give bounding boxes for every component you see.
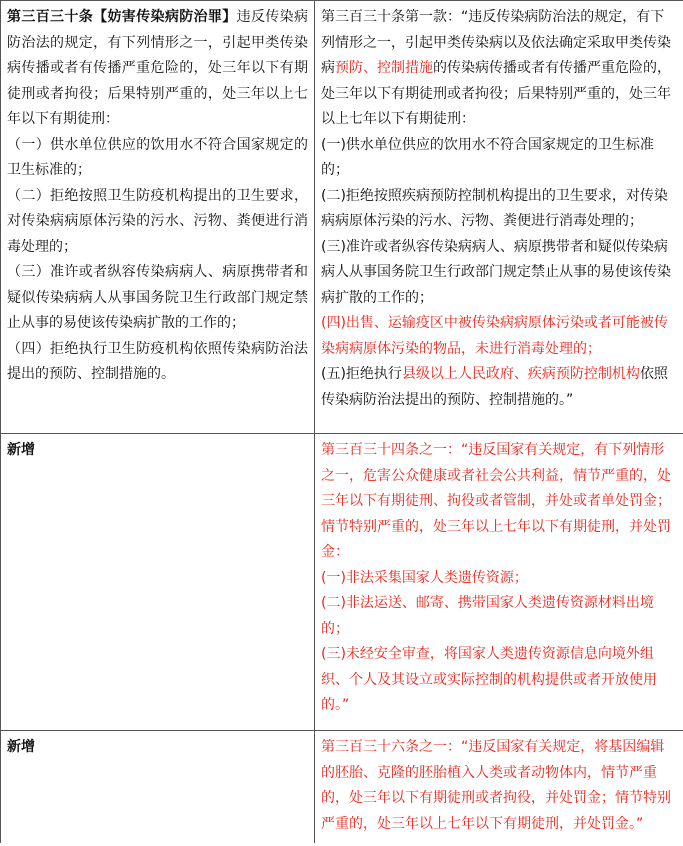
original-item: （一）供水单位供应的饮用水不符合国家规定的卫生标准的； bbox=[7, 136, 308, 178]
amendment-item-cont: 依照传染病防治法提出的预防、控制措施的。” bbox=[321, 366, 668, 408]
article-intro: 违反传染病防治法的规定，有下列情形之一，引起甲类传染病传播或者有传播严重危险的，处三年以下有期徒刑或者拘役；后果特别严重的，处三年以上七年以下有期徒刑： bbox=[7, 9, 309, 127]
original-text-cell bbox=[1, 434, 315, 731]
amendment-new-item: (四)出售、运输疫区中被传染病病原体污染或者可能被传染病病原体污染的物品，未进行消毒处理的； bbox=[321, 315, 668, 357]
amendment-intro-cont: 的传染病传播或者有传播严重危险的，处三年以下有期徒刑或者拘役；后果特别严重的，处三年以上七年以下有期徒刑： bbox=[321, 60, 671, 127]
amendment-intro: 第三百三十条第一款：“违反传染病防治法的规定，有下列情形之一，引起甲类传染病以及依法确定采取甲类传染病 bbox=[321, 9, 671, 76]
amendment-highlight: 县级以上人民政府、疾病预防控制机构 bbox=[401, 366, 640, 382]
amendment-item: (三)准许或者纵容传染病病人、病原携带者和疑似传染病病人从事国务院卫生行政部门规定禁止从事的易使该传染病扩散的工作的； bbox=[321, 238, 671, 306]
amendment-item: (五)拒绝执行 bbox=[321, 366, 402, 382]
article-number: 第三百三十条 bbox=[7, 9, 94, 25]
amendment-new-item: (二)非法运送、邮寄、携带国家人类遗传资源材料出境的； bbox=[321, 595, 654, 637]
original-text-cell bbox=[1, 731, 315, 844]
amendment-item: (二)拒绝按照 bbox=[321, 187, 402, 204]
new-label: 新增 bbox=[7, 442, 35, 458]
original-item: （二）拒绝按照卫生防疫机构提出的卫生要求，对传染病病原体污染的污水、污物、粪便进行消毒处理的； bbox=[7, 187, 308, 255]
amendment-item: (一)供水单位供应的饮用水不符合国家规定的卫生标准的； bbox=[321, 136, 654, 178]
original-item: （四）拒绝执行卫生防疫机构依照传染病防治法提出的预防、控制措施的。 bbox=[7, 340, 308, 382]
new-label: 新增 bbox=[7, 739, 35, 755]
table-row bbox=[1, 1, 683, 434]
amendment-new-article: 第三百三十四条之一：“违反国家有关规定，有下列情形之一，危害公众健康或者社会公共利益，情节严重的，处三年以下有期徒刑、拘役或者管制，并处或者单处罚金；情节特别严重的，处三年以上七年以下有期徒刑，并处罚金： bbox=[321, 442, 671, 560]
table-row bbox=[1, 731, 683, 844]
amendment-text-cell bbox=[315, 731, 683, 844]
amendment-new-item: (一)非法采集国家人类遗传资源； bbox=[321, 569, 528, 586]
amendment-new-item: (三)未经安全审查，将国家人类遗传资源信息向境外组织、个人及其设立或实际控制的机构提供或者开放使用的。” bbox=[321, 646, 657, 713]
amendment-text-cell bbox=[315, 434, 683, 731]
amendment-highlight: 疾病预防控制机构 bbox=[401, 187, 514, 204]
amendment-new-article: 第三百三十六条之一：“违反国家有关规定，将基因编辑的胚胎、克隆的胚胎植入人类或者动物体内，情节严重的，处三年以下有期徒刑或者拘役，并处罚金；情节特别严重的，处三年以上七年以下有期徒刑，并处罚金。” bbox=[321, 739, 671, 832]
original-text-cell bbox=[1, 1, 315, 434]
table-row bbox=[1, 434, 683, 731]
amendment-highlight: 预防、控制措施 bbox=[335, 60, 433, 76]
amendment-text-cell bbox=[315, 1, 683, 434]
amendment-item-cont: 提出的卫生要求，对传染病病原体污染的污水、污物、粪便进行消毒处理的； bbox=[321, 187, 668, 229]
original-item: （三）准许或者纵容传染病病人、病原携带者和疑似传染病病人从事国务院卫生行政部门规定禁止从事的易使该传染病扩散的工作的； bbox=[7, 264, 308, 331]
crime-name: 【妨害传染病防治罪】 bbox=[93, 9, 237, 25]
